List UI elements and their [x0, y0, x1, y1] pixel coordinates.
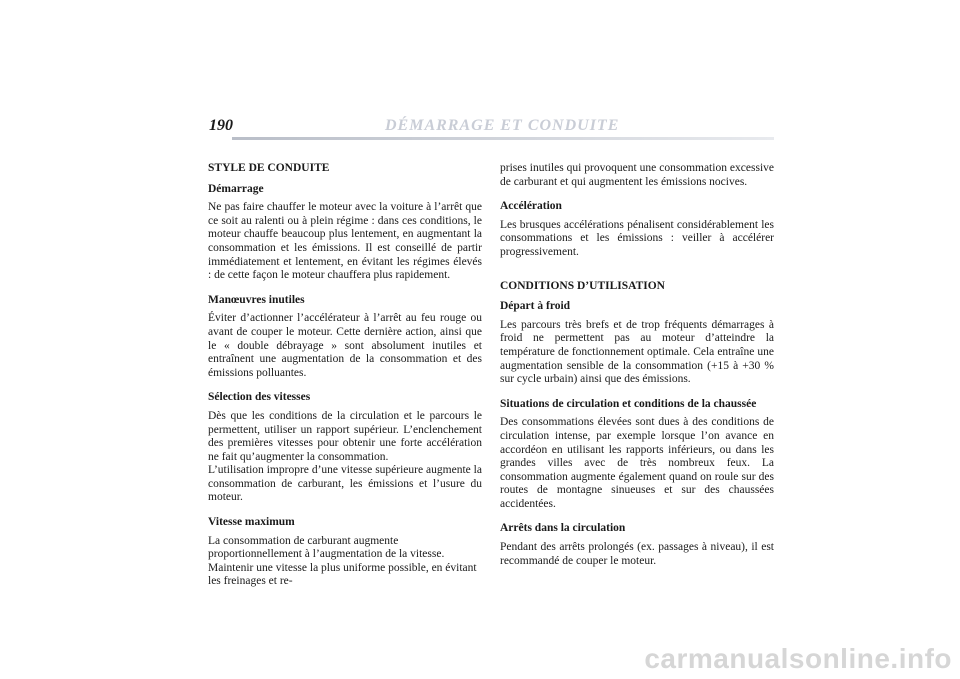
paragraph-useless-maneuvers: Éviter d’actionner l’accélérateur à l’arrêt au feu rouge ou avant de couper le moteur. Cette dernière action, ainsi que le « double débrayage » sont absolument inutiles et entraînent une augmentation de la consommation et des émissions polluantes.	[208, 312, 482, 379]
left-column	[208, 162, 482, 600]
right-column	[500, 162, 774, 579]
subsection-title-starting: Démarrage	[208, 182, 264, 195]
header-rule	[232, 137, 774, 140]
subsection-title-useless-maneuvers: Manœuvres inutiles	[208, 293, 305, 306]
watermark: carmanualsonline.info	[644, 643, 952, 674]
paragraph-starting: Ne pas faire chauffer le moteur avec la voiture à l’arrêt que ce soit au ralenti ou à plein régime : dans ces conditions, le moteur chauffe beaucoup plus lentement, en augmentant la consommation et les émissions. Il est conseillé de partir immédiatement et lentement, en évitant les régimes élevés : de cette façon le moteur chauffera plus rapidement.	[208, 201, 482, 282]
subsection-title-gear-selection: Sélection des vitesses	[208, 391, 311, 404]
paragraph-cold-start: Les parcours très brefs et de trop fréquents démarrages à froid ne permettent pas au moteur d’atteindre la température de fonctionnement optimale. Cela entraîne une augmentation sensible de la consommation (+15 à +30 % sur cycle urbain) ainsi que des émissions.	[500, 318, 774, 386]
section-title-driving-style: STYLE DE CONDUITE	[208, 162, 330, 174]
section-title-operating-conditions: CONDITIONS D’UTILISATION	[500, 279, 665, 292]
paragraph-traffic-stops: Pendant des arrêts prolongés (ex. passages à niveau), il est recommandé de couper le moteur.	[500, 541, 774, 567]
subsection-title-acceleration: Accélération	[500, 200, 562, 213]
page-number: 190	[209, 117, 233, 134]
paragraph-continuation: prises inutiles qui provoquent une consommation excessive de carburant et qui augmentent les émissions nocives.	[500, 162, 774, 188]
chapter-title: DÉMARRAGE ET CONDUITE	[385, 117, 620, 134]
paragraph-max-speed: La consommation de carburant augmente proportionnellement à l’augmentation de la vitesse. Maintenir une vitesse la plus uniforme possible, en évitant les freinages et re-	[208, 534, 477, 588]
paragraph-gear-selection-2: L’utilisation impropre d’une vitesse supérieure augmente la consommation de carburant, les émissions et l’usure du moteur.	[208, 464, 482, 504]
subsection-title-max-speed: Vitesse maximum	[208, 516, 295, 529]
subsection-title-traffic-stops: Arrêts dans la circulation	[500, 522, 626, 535]
subsection-title-cold-start: Départ à froid	[500, 300, 571, 313]
paragraph-acceleration: Les brusques accélérations pénalisent considérablement les consommations et les émissions : veiller à accélérer progressivement.	[500, 218, 774, 258]
paragraph-traffic-conditions: Des consommations élevées sont dues à des conditions de circulation intense, par exemple lorsque l’on avance en accordéon en utilisant les rapports inférieurs, ou dans les grandes villes avec de très nombreux feux. La consommation augmente également quand on roule sur des routes de montagne sinueuses et sur des chaussées accidentées.	[500, 416, 774, 510]
paragraph-gear-selection-1: Dès que les conditions de la circulation et le parcours le permettent, utiliser un rapport supérieur. L’enclenchement des premières vitesses pour obtenir une forte accélération ne fait qu’augmenter la consommation.	[208, 409, 482, 463]
subsection-title-traffic-conditions: Situations de circulation et conditions de la chaussée	[500, 397, 757, 410]
